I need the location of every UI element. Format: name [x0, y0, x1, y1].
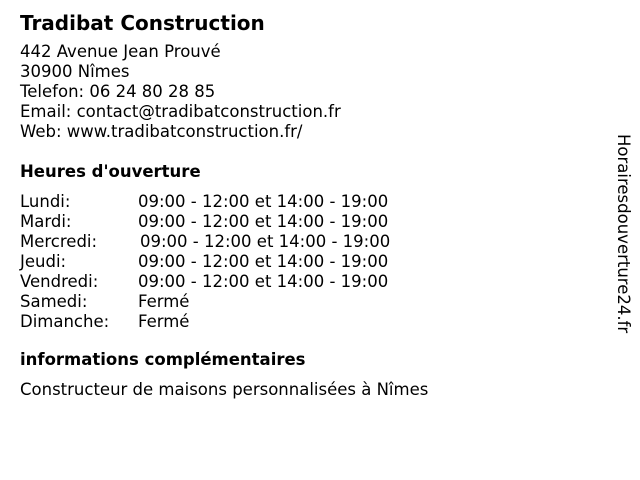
hours-row-friday: [20, 272, 600, 292]
day-hours: Fermé: [138, 312, 190, 331]
day-hours: 09:00 - 12:00 et 14:00 - 19:00: [140, 232, 391, 251]
business-card: [20, 10, 600, 400]
day-label: Lundi:: [20, 192, 71, 211]
watermark-text: Horairesdouverture24.fr: [614, 134, 633, 334]
hours-row-saturday: [20, 292, 600, 312]
day-label: Samedi:: [20, 292, 88, 311]
hours-table: [20, 192, 600, 332]
hours-row-thursday: [20, 252, 600, 272]
hours-row-wednesday: [20, 232, 600, 252]
day-hours: 09:00 - 12:00 et 14:00 - 19:00: [138, 252, 389, 271]
info-text: Constructeur de maisons personnalisées à Nîmes: [20, 380, 429, 399]
hours-row-tuesday: [20, 212, 600, 232]
hours-heading: Heures d'ouverture: [20, 162, 201, 181]
day-label: Mercredi:: [20, 232, 98, 251]
business-name: Tradibat Construction: [20, 11, 265, 35]
email-line: Email: contact@tradibatconstruction.fr: [20, 102, 341, 121]
day-hours: 09:00 - 12:00 et 14:00 - 19:00: [138, 272, 389, 291]
info-heading: informations complémentaires: [20, 350, 306, 369]
day-hours: Fermé: [138, 292, 190, 311]
address-city: 30900 Nîmes: [20, 62, 130, 81]
hours-row-monday: [20, 192, 600, 212]
hours-row-sunday: [20, 312, 600, 332]
day-hours: 09:00 - 12:00 et 14:00 - 19:00: [138, 192, 389, 211]
day-label: Mardi:: [20, 212, 72, 231]
day-label: Jeudi:: [20, 252, 67, 271]
phone-line: Telefon: 06 24 80 28 85: [20, 82, 216, 101]
day-label: Vendredi:: [20, 272, 99, 291]
site-watermark: [612, 134, 636, 374]
web-line: Web: www.tradibatconstruction.fr/: [20, 122, 303, 141]
address-street: 442 Avenue Jean Prouvé: [20, 42, 221, 61]
day-hours: 09:00 - 12:00 et 14:00 - 19:00: [138, 212, 389, 231]
day-label: Dimanche:: [20, 312, 110, 331]
